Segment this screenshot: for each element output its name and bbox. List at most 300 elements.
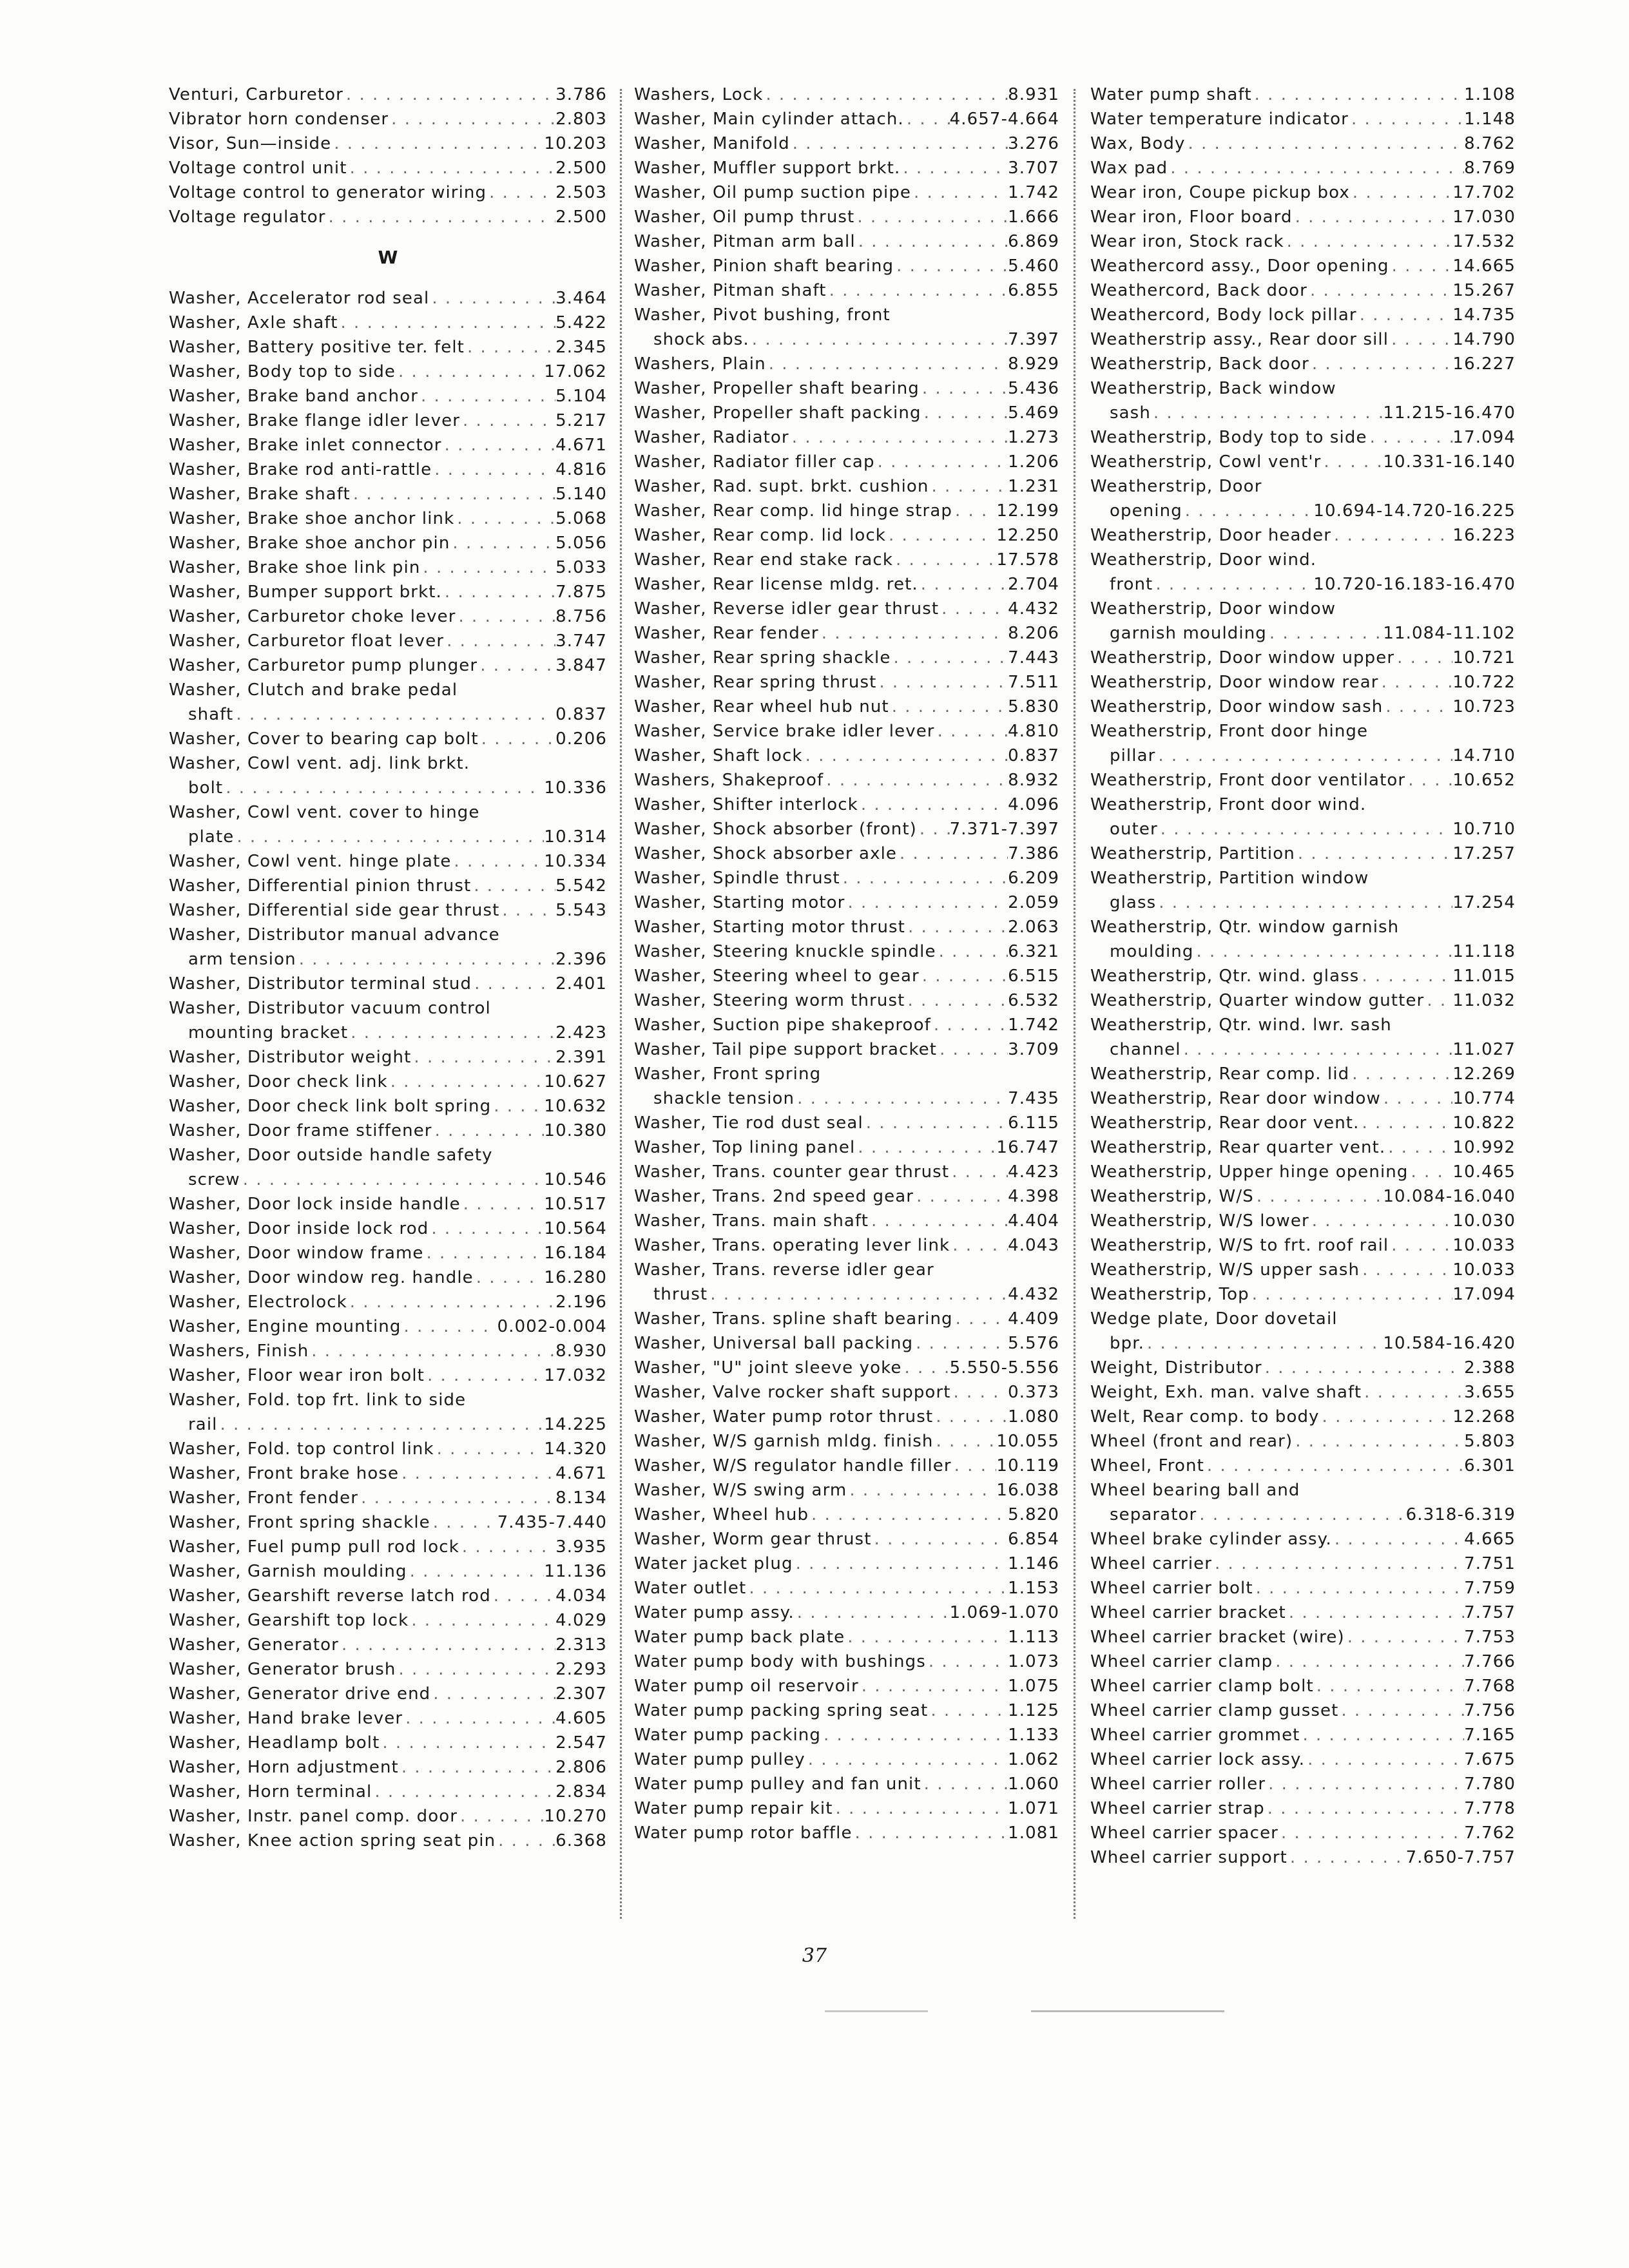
entry-text: Water pump back plate [634, 1628, 845, 1647]
entry-text: Weatherstrip, Door header [1090, 526, 1332, 545]
dot-leader [897, 841, 1008, 866]
index-entry [169, 506, 607, 531]
index-entry [1090, 646, 1516, 670]
entry-text: Weight, Distributor [1090, 1358, 1262, 1378]
index-entry [1090, 1796, 1516, 1821]
index-entry [169, 1755, 607, 1780]
index-entry [169, 482, 607, 506]
index-entry [169, 1559, 607, 1584]
dot-leader [900, 156, 1008, 180]
entry-text: Weatherstrip, Front door wind. [1090, 795, 1367, 814]
entry-text: Washer, Shaft lock [634, 746, 803, 765]
index-entry [634, 841, 1059, 866]
entry-text: plate [188, 827, 235, 847]
entry-text: Weatherstrip, W/S lower [1090, 1211, 1309, 1231]
dot-leader [821, 1723, 1008, 1747]
entry-text: Washer, Distributor manual advance [169, 925, 500, 945]
dot-leader [472, 972, 555, 996]
index-entry [634, 180, 1059, 205]
entry-text: Washer, W/S garnish mldg. finish [634, 1432, 934, 1451]
index-entry [169, 972, 607, 996]
entry-reference: 16.280 [544, 1268, 607, 1287]
entry-reference: 4.810 [1008, 722, 1059, 741]
entry-text: Weatherstrip, Rear quarter vent. [1090, 1138, 1386, 1157]
dot-leader [1379, 670, 1453, 695]
index-entry [1090, 156, 1516, 180]
dot-leader [1193, 939, 1452, 964]
column-divider [620, 89, 622, 1919]
entry-reference: 2.547 [555, 1733, 607, 1753]
entry-text: Washer, Rear comp. lid hinge strap [634, 501, 952, 521]
dot-leader [1286, 1600, 1464, 1625]
index-entry [634, 1698, 1059, 1723]
entry-text: Washer, Door window frame [169, 1244, 424, 1263]
entry-reference: 1.742 [1008, 183, 1059, 202]
dot-leader [1267, 621, 1383, 646]
entry-reference: 10.722 [1452, 673, 1516, 692]
index-entry [169, 286, 607, 311]
dot-leader [1181, 1037, 1453, 1062]
index-entry [634, 327, 1059, 352]
index-entry [169, 653, 607, 678]
entry-reference: 5.104 [555, 387, 607, 406]
dot-leader [1252, 82, 1464, 107]
entry-text: Washer, Door lock inside handle [169, 1195, 461, 1214]
index-entry [169, 1363, 607, 1388]
entry-reference: 0.837 [555, 705, 607, 724]
entry-text: thrust [653, 1285, 708, 1304]
entry-reference: 17.032 [544, 1366, 607, 1385]
index-entry [1090, 474, 1516, 499]
index-entry [634, 1062, 1059, 1086]
dot-leader [950, 1233, 1008, 1258]
entry-reference: 10.334 [544, 852, 607, 871]
entry-text: Weatherstrip assy., Rear door sill [1090, 330, 1389, 349]
dot-leader [420, 555, 555, 580]
scan-mark [825, 2010, 928, 2012]
index-entry [1090, 131, 1516, 156]
entry-reference: 7.875 [555, 582, 607, 602]
dot-leader [429, 286, 555, 311]
dot-leader [1254, 1184, 1383, 1209]
entry-reference: 2.503 [555, 183, 607, 202]
index-entry [1090, 1821, 1516, 1845]
entry-text: Washer, Oil pump thrust [634, 207, 855, 227]
dot-leader [358, 1486, 555, 1510]
index-entry [1090, 1111, 1516, 1135]
dot-leader [913, 1331, 1008, 1356]
index-entry [169, 1192, 607, 1216]
index-columns [169, 82, 1516, 1932]
dot-leader [338, 311, 556, 335]
index-entry [1090, 695, 1516, 719]
index-entry [634, 597, 1059, 621]
entry-reference: 8.134 [555, 1488, 607, 1508]
index-entry [169, 1388, 607, 1412]
entry-text: Weatherstrip, Door window rear [1090, 673, 1379, 692]
index-entry [1090, 1503, 1516, 1527]
dot-leader [872, 1527, 1008, 1552]
dot-leader [827, 278, 1008, 303]
dot-leader [1293, 1429, 1464, 1454]
dot-leader [396, 360, 544, 384]
entry-reference: 7.371-7.397 [949, 820, 1059, 839]
entry-reference: 10.632 [544, 1097, 607, 1116]
entry-reference: 3.707 [1008, 159, 1059, 178]
entry-text: Washer, Trans. reverse idler gear [634, 1260, 934, 1280]
entry-reference: 0.002-0.004 [497, 1317, 607, 1336]
entry-reference: 3.935 [555, 1537, 607, 1557]
dot-leader [936, 939, 1008, 964]
entry-reference: 8.762 [1464, 134, 1516, 153]
index-entry [634, 1135, 1059, 1160]
entry-text: sash [1110, 403, 1151, 423]
entry-text: Weatherstrip, Body top to side [1090, 428, 1367, 447]
index-entry [634, 1037, 1059, 1062]
entry-reference: 2.806 [555, 1758, 607, 1777]
entry-text: Washer, Valve rocker shaft support [634, 1383, 951, 1402]
dot-leader [233, 702, 555, 727]
entry-text: Washer, Spindle thrust [634, 869, 840, 888]
entry-reference: 11.027 [1452, 1040, 1516, 1059]
dot-leader [460, 408, 555, 433]
dot-leader [347, 156, 556, 180]
dot-leader [309, 1339, 555, 1363]
dot-leader [1331, 523, 1452, 548]
index-entry [634, 376, 1059, 401]
entry-reference: 1.133 [1008, 1725, 1059, 1745]
entry-text: Water pump pulley and fan unit [634, 1774, 921, 1794]
entry-reference: 2.313 [555, 1635, 607, 1655]
entry-reference: 8.756 [555, 607, 607, 626]
dot-leader [840, 866, 1008, 890]
entry-reference: 10.774 [1452, 1089, 1516, 1108]
dot-leader [901, 1356, 949, 1380]
dot-leader [894, 254, 1008, 278]
entry-text: Washers, Shakeproof [634, 771, 824, 790]
index-entry [169, 727, 607, 751]
dot-leader [886, 523, 996, 548]
index-entry [634, 131, 1059, 156]
index-entry [169, 849, 607, 874]
entry-text: Washer, Distributor vacuum control [169, 999, 491, 1018]
entry-text: Wheel, Front [1090, 1456, 1204, 1475]
index-entry [169, 1804, 607, 1829]
index-entry [634, 890, 1059, 915]
entry-reference: 7.386 [1008, 844, 1059, 863]
dot-leader [326, 205, 556, 229]
index-entry [1090, 1135, 1516, 1160]
index-entry [169, 996, 607, 1021]
entry-text: Washer, Steering wheel to gear [634, 966, 920, 986]
dot-leader [429, 1216, 544, 1241]
dot-leader [918, 572, 1008, 597]
dot-leader [1357, 303, 1453, 327]
index-entry [634, 450, 1059, 474]
dot-leader [1307, 278, 1452, 303]
entry-text: Water pump body with bushings [634, 1652, 926, 1671]
entry-reference: 8.931 [1008, 85, 1059, 104]
dot-leader [454, 506, 555, 531]
index-entry [634, 548, 1059, 572]
index-entry [169, 1045, 607, 1070]
dot-leader [432, 1119, 545, 1143]
entry-text: Voltage control to generator wiring [169, 183, 487, 202]
entry-reference: 10.517 [544, 1195, 607, 1214]
dot-leader [351, 482, 555, 506]
entry-text: Washer, Rear end stake rack [634, 550, 893, 570]
entry-text: Washer, Axle shaft [169, 313, 338, 332]
entry-reference: 12.199 [996, 501, 1059, 521]
entry-text: Wheel carrier roller [1090, 1774, 1266, 1794]
dot-leader [409, 1608, 555, 1633]
entry-reference: 5.068 [555, 509, 607, 528]
entry-reference: 7.511 [1008, 673, 1059, 692]
dot-leader [465, 335, 555, 360]
entry-text: Washer, Universal ball packing [634, 1334, 914, 1353]
index-entry [169, 1584, 607, 1608]
entry-text: Washer, Differential side gear thrust [169, 901, 500, 920]
entry-text: Washer, Door check link bolt spring [169, 1097, 492, 1116]
entry-reference: 2.059 [1008, 893, 1059, 912]
entry-text: Washer, Rear comp. lid lock [634, 526, 886, 545]
entry-reference: 11.084-11.102 [1383, 624, 1516, 643]
entry-reference: 17.702 [1452, 183, 1516, 202]
index-entry [169, 1241, 607, 1265]
entry-reference: 7.780 [1464, 1774, 1516, 1794]
entry-text: Weatherstrip, Rear door vent. [1090, 1113, 1360, 1133]
entry-reference: 16.227 [1452, 354, 1516, 374]
entry-reference: 2.307 [555, 1684, 607, 1704]
entry-reference: 7.675 [1464, 1750, 1516, 1769]
entry-reference: 10.546 [544, 1170, 607, 1189]
entry-reference: 1.148 [1464, 110, 1516, 129]
index-entry [1090, 719, 1516, 744]
entry-text: Washer, Rad. supt. brkt. cushion [634, 477, 929, 496]
entry-text: shaft [188, 705, 234, 724]
dot-leader [789, 425, 1008, 450]
dot-leader [1349, 1062, 1452, 1086]
entry-text: Wheel carrier spacer [1090, 1823, 1278, 1843]
dot-leader [951, 1380, 1008, 1405]
entry-text: pillar [1110, 746, 1156, 765]
index-entry [169, 1168, 607, 1192]
index-entry [634, 425, 1059, 450]
w-entries [169, 286, 607, 1853]
entry-text: Washer, Brake band anchor [169, 387, 419, 406]
entry-reference: 6.515 [1008, 966, 1059, 986]
dot-leader [1204, 1454, 1464, 1478]
index-entry [169, 1829, 607, 1853]
index-entry [1090, 1747, 1516, 1772]
index-entry [634, 474, 1059, 499]
page-number: 37 [802, 1945, 827, 1967]
index-entry [1090, 450, 1516, 474]
index-entry [169, 702, 607, 727]
index-entry [1090, 1184, 1516, 1209]
entry-reference: 10.030 [1452, 1211, 1516, 1231]
dot-leader [1394, 646, 1452, 670]
index-entry [634, 646, 1059, 670]
index-entry [169, 1780, 607, 1804]
entry-reference: 6.532 [1008, 991, 1059, 1010]
entry-reference: 5.422 [555, 313, 607, 332]
entry-reference: 5.217 [555, 411, 607, 430]
entry-reference: 2.293 [555, 1660, 607, 1679]
entry-reference: 7.435-7.440 [497, 1513, 607, 1532]
index-entry [1090, 964, 1516, 988]
dot-leader [496, 1829, 555, 1853]
entry-text: Wheel carrier clamp gusset [1090, 1701, 1339, 1720]
index-entry [634, 1625, 1059, 1649]
dot-leader [1262, 1356, 1464, 1380]
dot-leader [430, 1682, 555, 1706]
entry-text: Washer, Manifold [634, 134, 790, 153]
entry-reference: 5.820 [1008, 1505, 1059, 1524]
dot-leader [471, 874, 555, 898]
entry-text: Washer, Brake flange idler lever [169, 411, 461, 430]
entry-text: Washer, Floor wear iron bolt [169, 1366, 425, 1385]
entry-text: Washer, Top lining panel [634, 1138, 856, 1157]
entry-reference: 4.432 [1008, 599, 1059, 619]
entry-text: Washer, Battery positive ter. felt [169, 338, 465, 357]
index-entry [1090, 841, 1516, 866]
dot-leader [869, 1209, 1008, 1233]
index-entry [634, 793, 1059, 817]
entry-text: Wheel bearing ball and [1090, 1481, 1300, 1500]
entry-text: Washer, Trans. 2nd speed gear [634, 1187, 914, 1206]
entry-reference: 12.268 [1452, 1407, 1516, 1427]
entry-reference: 7.435 [1008, 1089, 1059, 1108]
index-entry [169, 408, 607, 433]
entry-text: Weatherstrip, Door wind. [1090, 550, 1317, 570]
entry-text: opening [1110, 501, 1182, 521]
entry-text: arm tension [188, 950, 296, 969]
entry-reference: 4.096 [1008, 795, 1059, 814]
entry-text: Washer, Horn terminal [169, 1782, 372, 1802]
entry-reference: 1.062 [1008, 1750, 1059, 1769]
entry-text: Washers, Lock [634, 85, 764, 104]
index-entry [634, 1723, 1059, 1747]
entry-reference: 4.605 [555, 1709, 607, 1728]
index-entry [1090, 1649, 1516, 1674]
entry-text: Washer, Pinion shaft bearing [634, 256, 894, 276]
index-entry [634, 939, 1059, 964]
entry-text: Washer, Door inside lock rod [169, 1219, 429, 1238]
entry-reference: 14.790 [1452, 330, 1516, 349]
entry-text: Weatherstrip, Door window sash [1090, 697, 1383, 716]
entry-reference: 7.762 [1464, 1823, 1516, 1843]
dot-leader [450, 531, 555, 555]
entry-text: Voltage control unit [169, 159, 347, 178]
entry-reference: 16.038 [996, 1481, 1059, 1500]
dot-leader [708, 1282, 1008, 1307]
entry-text: channel [1110, 1040, 1181, 1059]
index-entry [1090, 278, 1516, 303]
index-entry [169, 629, 607, 653]
index-column-3 [1090, 82, 1516, 1870]
entry-reference: 10.564 [544, 1219, 607, 1238]
entry-text: moulding [1110, 942, 1194, 961]
entry-text: Weatherstrip, Quarter window gutter [1090, 991, 1425, 1010]
entry-text: Washer, Accelerator rod seal [169, 289, 430, 308]
entry-reference: 2.401 [555, 974, 607, 994]
entry-text: Washer, Pitman arm ball [634, 232, 856, 251]
dot-leader [891, 646, 1008, 670]
entry-reference: 17.094 [1452, 428, 1516, 447]
entry-reference: 10.033 [1452, 1236, 1516, 1255]
dot-leader [1265, 1796, 1464, 1821]
entry-reference: 5.803 [1464, 1432, 1516, 1451]
dot-leader [1253, 1576, 1464, 1600]
entry-reference: 7.768 [1464, 1677, 1516, 1696]
entry-reference: 15.267 [1452, 281, 1516, 300]
entry-text: Washer, Radiator [634, 428, 789, 447]
entry-text: Washer, "U" joint sleeve yoke [634, 1358, 902, 1378]
entry-reference: 17.062 [544, 362, 607, 381]
dot-leader [949, 1160, 1008, 1184]
entry-text: Washer, Horn adjustment [169, 1758, 399, 1777]
entry-text: Washer, Body top to side [169, 362, 396, 381]
index-entry [169, 82, 607, 107]
index-entry [1090, 107, 1516, 131]
dot-leader [856, 229, 1008, 254]
index-entry [634, 817, 1059, 841]
entry-text: Water pump pulley [634, 1750, 805, 1769]
index-entry [634, 695, 1059, 719]
dot-leader [425, 1363, 544, 1388]
entry-text: Water outlet [634, 1579, 747, 1598]
entry-reference: 7.756 [1464, 1701, 1516, 1720]
entry-reference: 6.368 [555, 1831, 607, 1850]
dot-leader [399, 1461, 555, 1486]
index-entry [1090, 1258, 1516, 1282]
entry-reference: 10.314 [544, 827, 607, 847]
dot-leader [499, 898, 555, 923]
entry-reference: 1.073 [1008, 1652, 1059, 1671]
entry-text: Wheel carrier clamp bolt [1090, 1677, 1314, 1696]
index-entry [1090, 915, 1516, 939]
dot-leader [343, 82, 555, 107]
index-entry [169, 947, 607, 972]
entry-text: Wheel (front and rear) [1090, 1432, 1293, 1451]
dot-leader [858, 793, 1008, 817]
entry-reference: 2.803 [555, 110, 607, 129]
index-entry [1090, 768, 1516, 793]
entry-text: Washer, Tail pipe support bracket [634, 1040, 938, 1059]
index-entry [1090, 597, 1516, 621]
dot-leader [952, 499, 996, 523]
dot-leader [388, 1070, 545, 1094]
entry-reference: 17.094 [1452, 1285, 1516, 1304]
index-entry [169, 1437, 607, 1461]
dot-leader [407, 1559, 545, 1584]
index-entry [169, 107, 607, 131]
index-entry [1090, 1478, 1516, 1503]
dot-leader [461, 1192, 545, 1216]
index-entry [634, 1429, 1059, 1454]
entry-text: Washer, Rear wheel hub nut [634, 697, 889, 716]
entry-text: Washer, Wheel hub [634, 1505, 809, 1524]
entry-reference: 5.033 [555, 558, 607, 577]
entry-reference: 4.671 [555, 1464, 607, 1483]
dot-leader [921, 401, 1008, 425]
entry-reference: 1.075 [1008, 1677, 1059, 1696]
dot-leader [1309, 352, 1453, 376]
entry-reference: 14.710 [1452, 746, 1516, 765]
index-entry [169, 1021, 607, 1045]
dot-leader [1300, 1723, 1464, 1747]
